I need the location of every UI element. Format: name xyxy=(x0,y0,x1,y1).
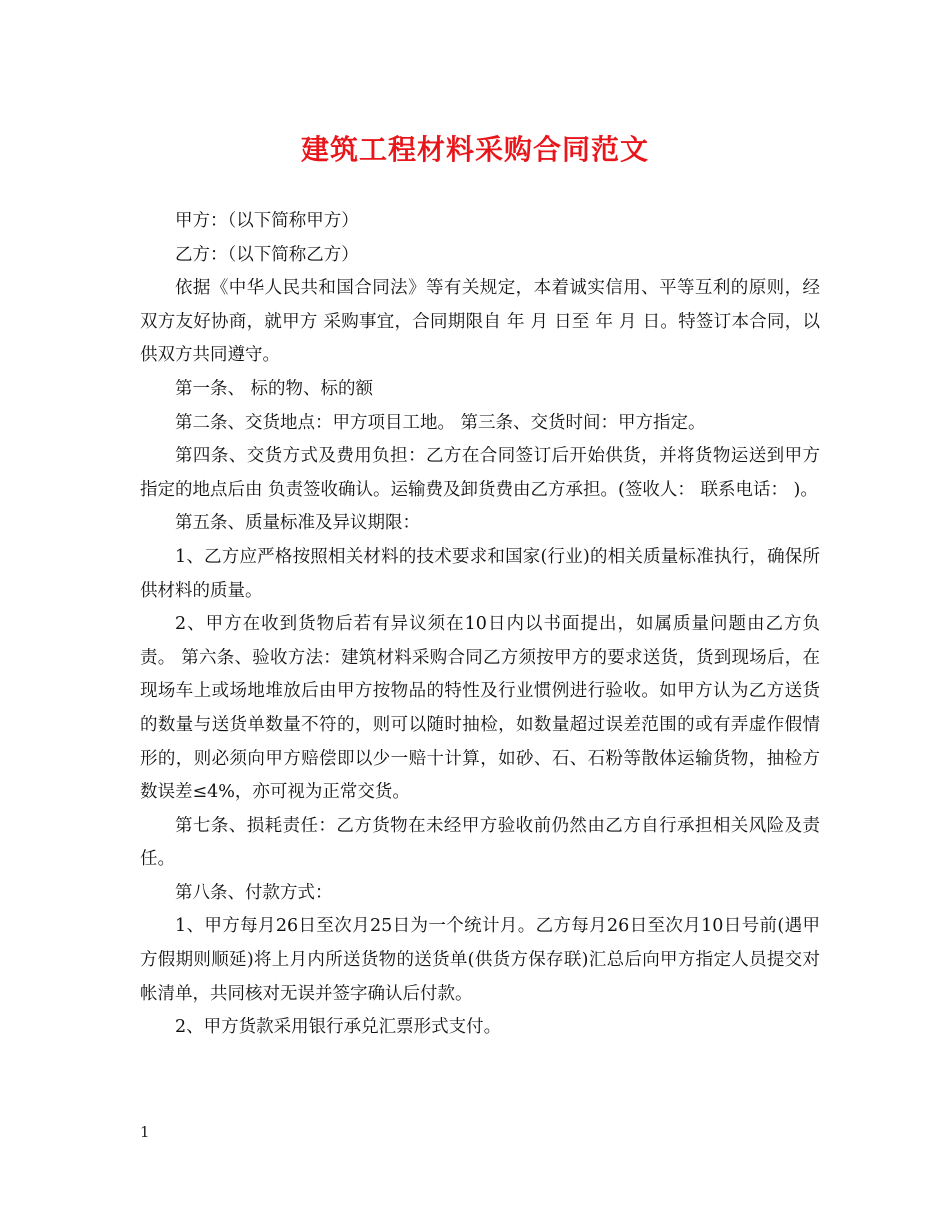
document-title: 建筑工程材料采购合同范文 xyxy=(300,133,649,166)
party-b-line: 乙方：（以下简称乙方） xyxy=(175,244,359,265)
article-1-heading: 第一条、 标的物、标的额 xyxy=(175,378,374,399)
party-a-line: 甲方：（以下简称甲方） xyxy=(175,211,359,231)
article-4-paragraph: 第四条、交货方式及费用负担：乙方在合同签订后开始供货，并将货物运送到甲方指定的地点后由 负责签收确认。运输费及卸货费由乙方承担。(签收人： 联系电话： )。 xyxy=(140,446,820,500)
article-8-heading: 第八条、付款方式： xyxy=(175,882,333,903)
page-number: 1 xyxy=(140,1123,150,1141)
article-2-3-paragraph: 第二条、交货地点：甲方项目工地。 第三条、交货时间：甲方指定。 xyxy=(175,412,706,433)
article-5-clause-2-and-article-6: 2、甲方在收到货物后若有异议须在10日内以书面提出，如属质量问题由乙方负责。 第六条、验收方法：建筑材料采购合同乙方须按甲方的要求送货，货到现场后，在现场车上或场地堆放后由甲方按物品的特性及行业惯例进行验收。如甲方认为乙方送货的数量与送货单数量不符的，则可以随时抽检，如数量超过误差范围的或有弄虚作假情形的，则必须向甲方赔偿即以少一赔十计算，如砂、石、石粉等散体运输货物，抽检方数误差≤4%，亦可视为正常交货。 xyxy=(140,614,820,803)
contract-body xyxy=(140,205,820,1045)
article-5-heading: 第五条、质量标准及异议期限： xyxy=(175,513,420,534)
article-5-clause-1: 1、乙方应严格按照相关材料的技术要求和国家(行业)的相关质量标准执行，确保所供材料的质量。 xyxy=(140,546,820,601)
preamble-paragraph: 依据《中华人民共和国合同法》等有关规定，本着诚实信用、平等互利的原则，经双方友好协商，就甲方 采购事宜，合同期限自 年 月 日至 年 月 日。特签订本合同，以供双方共同遵守。 xyxy=(140,278,820,366)
article-8-clause-2: 2、甲方货款采用银行承兑汇票形式支付。 xyxy=(175,1017,502,1038)
article-7-paragraph: 第七条、损耗责任：乙方货物在未经甲方验收前仍然由乙方自行承担相关风险及责任。 xyxy=(140,815,820,870)
article-8-clause-1: 1、甲方每月26日至次月25日为一个统计月。乙方每月26日至次月10日号前(遇甲方假期则顺延)将上月内所送货物的送货单(供货方保存联)汇总后向甲方指定人员提交对帐清单，共同核对无误并签字确认后付款。 xyxy=(140,916,820,1004)
